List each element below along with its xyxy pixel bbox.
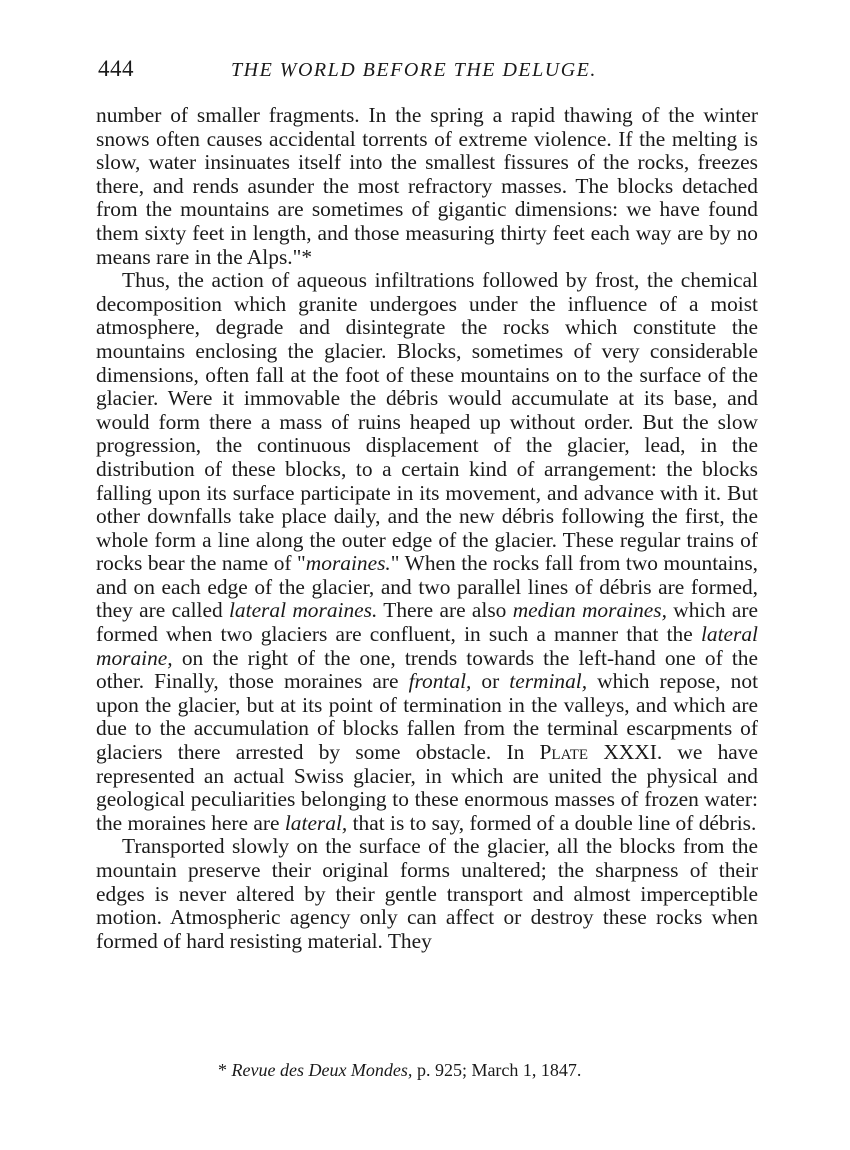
italic-term: terminal,: [509, 669, 588, 694]
text-run: on the right of the one, trends towards the left-hand one of the other. Finally, those moraines are: [96, 645, 758, 694]
running-title: THE WORLD BEFORE THE DELUGE.: [231, 59, 597, 81]
italic-term: median moraines,: [512, 598, 667, 623]
footnote-detail: p. 925; March 1, 1847.: [416, 1060, 582, 1080]
text-run: or: [471, 669, 510, 694]
italic-term: lateral moraines.: [228, 598, 378, 623]
italic-term: frontal,: [408, 669, 472, 694]
text-run: which repose, not upon the glacier, but at its point of termination in the valleys, and which are due to the accumulation of blocks fallen from the terminal escarpments of glaciers there arrested by some obstacle. In: [96, 669, 759, 765]
paragraph: [96, 835, 758, 953]
footnote: [218, 1058, 718, 1082]
text-run: There are also: [377, 598, 513, 623]
body-text: [96, 104, 758, 953]
text-run: Transported slowly on the surface of the glacier, all the blocks from the mountain preserve their original forms unaltered; the sharpness of their edges is never altered by their gentle transport and almost imperceptible motion. Atmospheric agency only can affect or destroy these rocks when formed of hard resisting material. They: [96, 834, 758, 953]
small-caps-text: Plate: [539, 740, 589, 765]
text-run: " When the rocks fall from two mountains, and on each edge of the glacier, and two parallel lines of débris are formed, they are called: [96, 551, 758, 623]
italic-term: lateral moraine,: [96, 622, 758, 670]
italic-term: lateral,: [284, 810, 348, 835]
footnote-marker: *: [218, 1060, 227, 1080]
text-run: that is to say, formed of a double line of débris.: [347, 810, 757, 835]
text-run: number of smaller fragments. In the spring a rapid thawing of the winter snows often causes accidental torrents of extreme violence. If the melting is slow, water insinuates itself into the smallest fissures of the rocks, freezes there, and rends asunder the most refractory masses. The blocks detached from the mountains are sometimes of gigantic dimensions: we have found them sixty feet in length, and those measuring thirty feet each way are by no means rare in the Alps."*: [96, 103, 758, 269]
text-run: XXXI. we have represented an actual Swiss glacier, in which are united the physical and geological peculiarities belonging to these enormous masses of frozen water: the moraines here are: [96, 740, 758, 835]
italic-term: moraines.: [305, 551, 391, 576]
paragraph: [96, 269, 758, 835]
paragraph: [96, 104, 758, 269]
text-run: Thus, the action of aqueous infiltrations followed by frost, the chemical decomposition which granite undergoes under the influence of a moist atmosphere, degrade and disintegrate the rocks which constitute the mountains enclosing the glacier. Blocks, sometimes of very considerable dimensions, often fall at the foot of these mountains on to the surface of the glacier. Were it immovable the débris would accumulate at its base, and would form there a mass of ruins heaped up without order. But the slow progression, the continuous displacement of the glacier, lead, in the distribution of these blocks, to a certain kind of arrangement: the blocks falling upon its surface participate in its movement, and advance with it. But other downfalls take place daily, and the new débris following the first, the whole form a line along the outer edge of the glacier. These regular trains of rocks bear the name of ": [96, 268, 758, 576]
page-header: [98, 56, 758, 96]
text-run: which are formed when two glaciers are confluent, in such a manner that the: [96, 598, 758, 647]
page-number: 444: [98, 56, 134, 81]
footnote-source: Revue des Deux Mondes,: [231, 1060, 413, 1080]
